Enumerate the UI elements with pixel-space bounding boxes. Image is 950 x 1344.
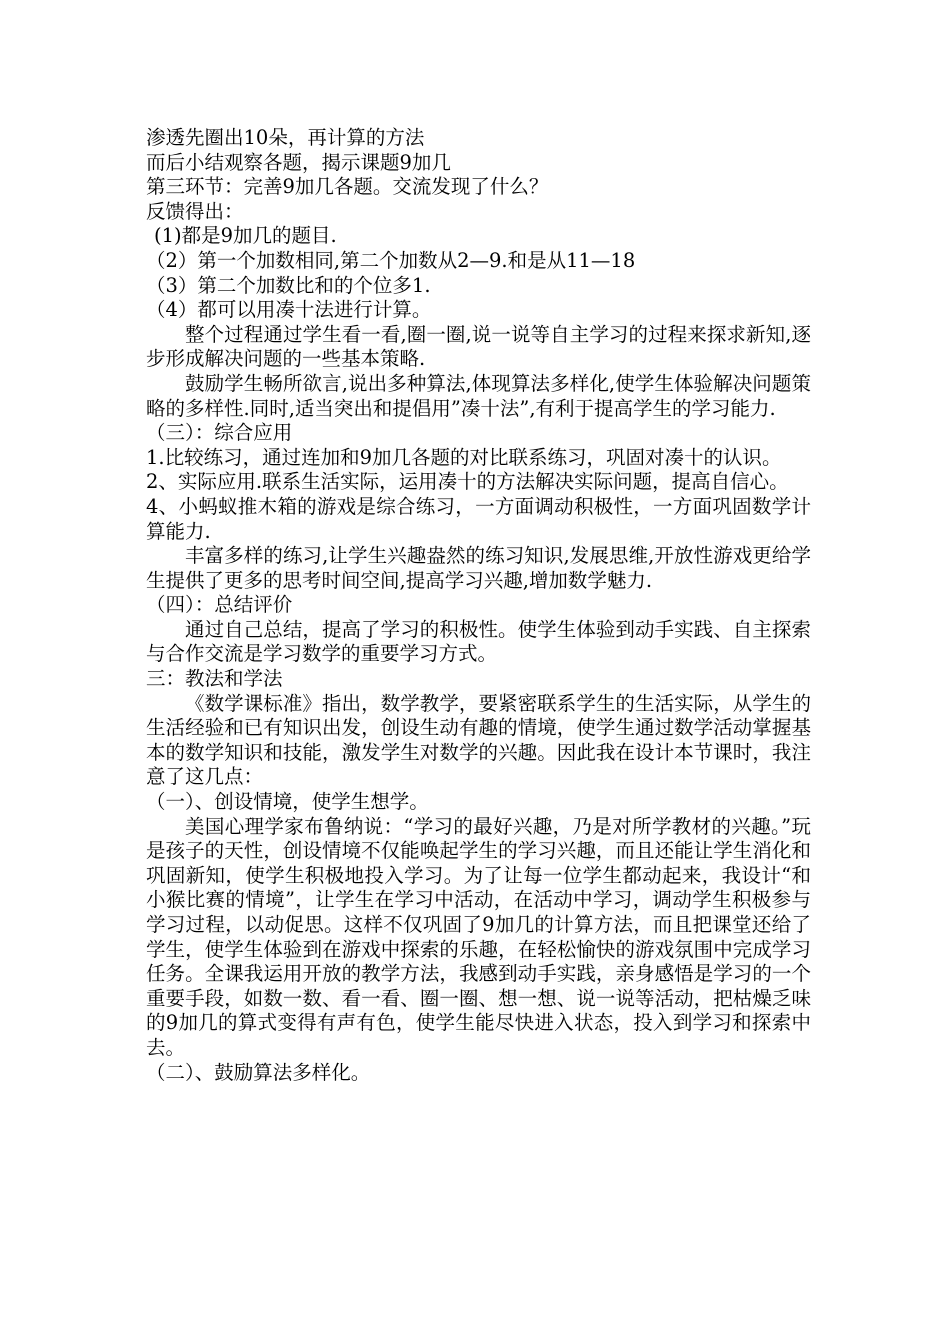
list-item: (1)都是9加几的题目. xyxy=(154,224,337,248)
paragraph: 整个过程通过学生看一看,圈一圈,说一说等自主学习的过程来探求新知,逐步形成解决问题的一些基本策略. xyxy=(146,322,811,371)
section-heading: （四）：总结评价 xyxy=(146,593,293,617)
paragraph: 1.比较练习，通过连加和9加几各题的对比联系练习，巩固对凑十的认识。 xyxy=(146,445,782,469)
paragraph: 2、实际应用.联系生活实际，运用凑十的方法解决实际问题，提高自信心。 xyxy=(146,470,789,494)
paragraph: 鼓励学生畅所欲言,说出多种算法,体现算法多样化,使学生体验解决问题策略的多样性.同时,适当突出和提倡用”凑十法”,有利于提高学生的学习能力. xyxy=(146,371,811,420)
paragraph: 《数学课标准》指出，数学教学，要紧密联系学生的生活实际，从学生的生活经验和已有知识出发，创设生动有趣的情境，使学生通过数学活动掌握基本的数学知识和技能，激发学生对数学的兴趣。因此我在设计本节课时，我注意了这几点： xyxy=(146,691,811,789)
section-heading: （三）：综合应用 xyxy=(146,421,293,445)
list-item: （2）第一个加数相同,第二个加数从2—9.和是从11—18 xyxy=(146,248,636,272)
list-item: （3）第二个加数比和的个位多1. xyxy=(146,273,431,297)
text-line: 反馈得出： xyxy=(146,199,244,223)
section-heading: （二）、鼓励算法多样化。 xyxy=(146,1060,371,1084)
section-heading: （一）、创设情境，使学生想学。 xyxy=(146,790,429,814)
paragraph: 丰富多样的练习,让学生兴趣盎然的练习知识,发展思维,开放性游戏更给学生提供了更多的思考时间空间,提高学习兴趣,增加数学魅力. xyxy=(146,544,811,592)
text-line: 渗透先圈出10朵，再计算的方法 xyxy=(146,126,425,149)
paragraph: 4、小蚂蚁推木箱的游戏是综合练习，一方面调动积极性，一方面巩固数学计算能力. xyxy=(146,494,811,543)
list-item: （4）都可以用凑十法进行计算。 xyxy=(146,298,432,322)
paragraph: 美国心理学家布鲁纳说：“学习的最好兴趣，乃是对所学教材的兴趣。”玩是孩子的天性，创设情境不仅能唤起学生的学习兴趣，而且还能让学生消化和巩固新知，使学生积极地投入学习。为了让每一位学生都动起来，我设计“和小猴比赛的情境”，让学生在学习中活动，在活动中学习，调动学生积极参与学习过程，以动促思。这样不仅巩固了9加几的计算方法，而且把课堂还给了学生，使学生体验到在游戏中探索的乐趣，在轻松愉快的游戏氛围中完成学习任务。全课我运用开放的教学方法，我感到动手实践，亲身感悟是学习的一个重要手段，如数一数、看一看、圈一圈、想一想、说一说等活动，把枯燥乏味的9加几的算式变得有声有色，使学生能尽快进入状态，投入到学习和探索中去。 xyxy=(146,814,811,1059)
text-line: 而后小结观察各题，揭示课题9加几 xyxy=(146,150,451,174)
paragraph: 通过自己总结，提高了学习的积极性。使学生体验到动手实践、自主探索与合作交流是学习数学的重要学习方式。 xyxy=(146,617,811,666)
text-line: 第三环节：完善9加几各题。交流发现了什么？ xyxy=(146,175,549,199)
document-page xyxy=(146,126,811,1085)
section-heading: 三：教法和学法 xyxy=(146,667,283,691)
